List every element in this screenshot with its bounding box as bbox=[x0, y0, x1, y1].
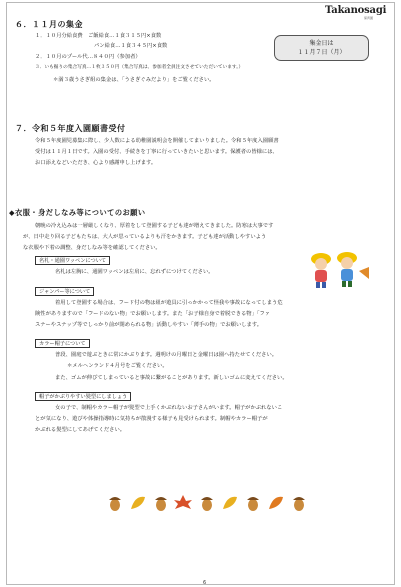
hairstyle-heading: 帽子がかぶりやすい髪型にしましょう bbox=[35, 392, 131, 401]
s7-line-2: 受付は１１月１日です。入園の受付、手続きを丁寧に行っていきたいと思います。保護者の皆様には、 bbox=[35, 149, 278, 155]
section-7-title: ７．令和５年度入園願書受付 bbox=[15, 124, 126, 133]
s6-line-3: ２．１０月のプール代…８４０円（参加者） bbox=[35, 54, 141, 60]
acorn-icon bbox=[201, 497, 213, 511]
s6-line-2: パン給食…１食３４５円×食数 bbox=[94, 43, 168, 49]
leaf-icon bbox=[269, 497, 283, 509]
section-8-title: ◆衣服・身だしなみ等についてのお願い bbox=[9, 208, 146, 217]
b3-line-1: 普段、園庭で遊ぶときに常にかぶります。週明けの月曜日と金曜日は園へ持たせてください。 bbox=[55, 352, 278, 358]
b3-line-2: ＊メルヘンランド４月号をご覧ください。 bbox=[67, 363, 168, 369]
acorn-icon bbox=[155, 497, 167, 511]
b2-line-1: 着用して登園する場合は、フード付の物は紐が遊具に引っかかって怪我や事故になってしまう危 bbox=[55, 300, 283, 306]
s8-intro-2: が、日中走り回る子どもたちは、大人が思っているよりも汗をかきます。子ども達が活動しやすいよう bbox=[23, 234, 267, 240]
maple-leaf-icon bbox=[174, 495, 192, 509]
s7-line-3: お口添えなどいただき、心より感謝申し上げます。 bbox=[35, 160, 157, 166]
s6-line-4: ３．いも掘りの集合写真…１枚３５０円（集合写真は、参加者全員注文させていただいています。） bbox=[35, 65, 244, 70]
leaf-icon bbox=[223, 497, 237, 509]
logo-subtitle: 保育園 bbox=[364, 16, 374, 20]
collection-date-callout bbox=[274, 35, 369, 61]
s7-line-1: 令和５年度園児募集に際し、少人数による幼稚園説明会を開催してまいりました。令和５年度入園願書 bbox=[35, 138, 279, 144]
b2-line-2: 険性がありますので「フードのない物」でお願いします。また「お子様自身で着脱できる物」「ファ bbox=[35, 311, 271, 317]
s8-intro-1: 朝晩の冷え込みは一層厳しくなり、厚着をして登園する子ども達が増えてきました。防寒は大事です bbox=[35, 223, 274, 229]
s6-line-1: １．１０月分給食費 ご飯給食…１食３１５円×食数 bbox=[35, 33, 162, 39]
leaf-icon bbox=[131, 497, 145, 509]
page-number: 6 bbox=[203, 580, 207, 586]
b4-line-2: とが気になり、遊びや体操指導時に気持ちが散漫する様子も見受けられます。制帽やカラー帽子が bbox=[35, 416, 268, 422]
school-logo: Takanosagi bbox=[325, 5, 387, 16]
color-cap-heading: カラー帽子について bbox=[35, 339, 90, 348]
s8-intro-3: な衣服や下着の調整、身だしなみ等を確認してください。 bbox=[23, 245, 161, 251]
s6-line-5: ＊満３歳うさぎ組の集金は、「うさぎぐみだより」をご覧ください。 bbox=[53, 77, 215, 83]
children-illustration bbox=[303, 249, 375, 289]
callout-line-2: １１月７日（月） bbox=[297, 49, 346, 56]
section-6-title: ６．１１月の集金 bbox=[15, 20, 83, 29]
b1-line-1: 名札は左胸に、通園ワッペンは左肩に、忘れずにつけてください。 bbox=[55, 269, 214, 275]
callout-line-1: 集金日は bbox=[309, 40, 334, 47]
autumn-decoration bbox=[105, 491, 315, 513]
acorn-icon bbox=[293, 497, 305, 511]
acorn-icon bbox=[109, 497, 121, 511]
b4-line-3: かぶれる髪型にしてあげてください。 bbox=[35, 427, 126, 433]
name-tag-heading: 名札・通園ワッペンについて bbox=[35, 256, 110, 265]
jumper-heading: ジャンパー等について bbox=[35, 287, 94, 296]
b3-line-3: また、ゴムが伸びてしまっていると事故に繋がることがあります。新しいゴムに変えてください。 bbox=[55, 375, 288, 381]
acorn-icon bbox=[247, 497, 259, 511]
b2-line-3: スナーやスナップ等でしっかり前が閉められる物」活動しやすい「薄手の物」でお願いします。 bbox=[35, 322, 263, 328]
b4-line-1: 女の子で、制帽やカラー帽子が髪型で上手くかぶれないお子さんがいます。帽子がかぶれないこ bbox=[55, 405, 283, 411]
document-page bbox=[6, 2, 395, 585]
